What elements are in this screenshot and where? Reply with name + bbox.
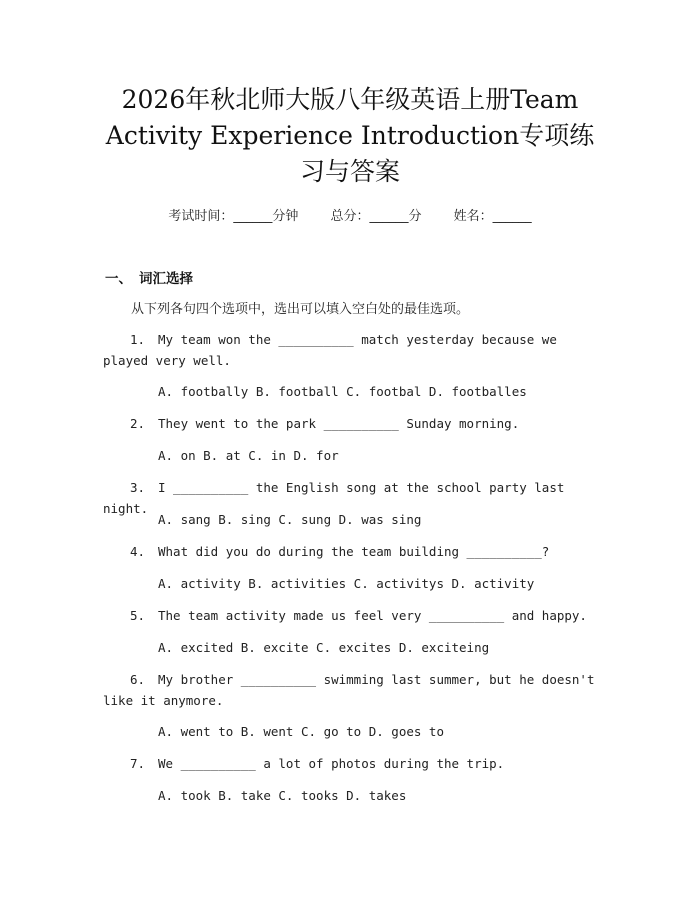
question-7 [103,753,603,774]
exam-time: 考试时间：______分钟 [168,209,299,224]
question-number: 5. [130,608,146,623]
question-number: 3. [130,480,146,495]
question-1-options: A. footbally B. football C. footbal D. footballes [158,384,527,399]
question-4 [103,541,603,562]
question-2-options: A. on B. at C. in D. for [158,448,339,463]
title-line-1: 2026年秋北师大版八年级英语上册Team [121,85,579,114]
section-title: 词汇选择 [139,271,193,287]
question-text: My team won the __________ match yesterday because we played very well. [103,332,557,368]
question-5-options: A. excited B. excite C. excites D. exciteing [158,640,490,655]
section-heading [105,267,193,287]
exam-meta [0,205,700,224]
question-7-options: A. took B. take C. tooks D. takes [158,788,407,803]
question-4-options: A. activity B. activities C. activitys D. activity [158,576,535,591]
exam-total-score: 总分：______分 [330,209,422,224]
question-text: They went to the park __________ Sunday morning. [158,416,520,431]
title-line-2: Activity Experience Introduction专项练 [105,121,595,150]
question-text: I __________ the English song at the school party last night. [103,480,565,516]
title-line-3: 习与答案 [299,157,400,186]
section-number: 一、 [105,271,132,287]
question-6-options: A. went to B. went C. go to D. goes to [158,724,444,739]
question-number: 6. [130,672,146,687]
question-text: The team activity made us feel very __________ and happy. [158,608,587,623]
question-number: 4. [130,544,146,559]
question-3-options: A. sang B. sing C. sung D. was sing [158,512,422,527]
question-text: We __________ a lot of photos during the trip. [158,756,505,771]
question-2 [103,413,603,434]
question-text: My brother __________ swimming last summer, but he doesn't like it anymore. [103,672,595,708]
question-6 [103,669,603,711]
question-number: 1. [130,332,146,347]
question-1 [103,329,603,371]
section-instruction: 从下列各句四个选项中，选出可以填入空白处的最佳选项。 [131,302,470,317]
question-5 [103,605,603,626]
question-text: What did you do during the team building __________? [158,544,550,559]
question-number: 2. [130,416,146,431]
document-title [80,82,620,190]
question-number: 7. [130,756,146,771]
student-name: 姓名：______ [453,209,532,224]
